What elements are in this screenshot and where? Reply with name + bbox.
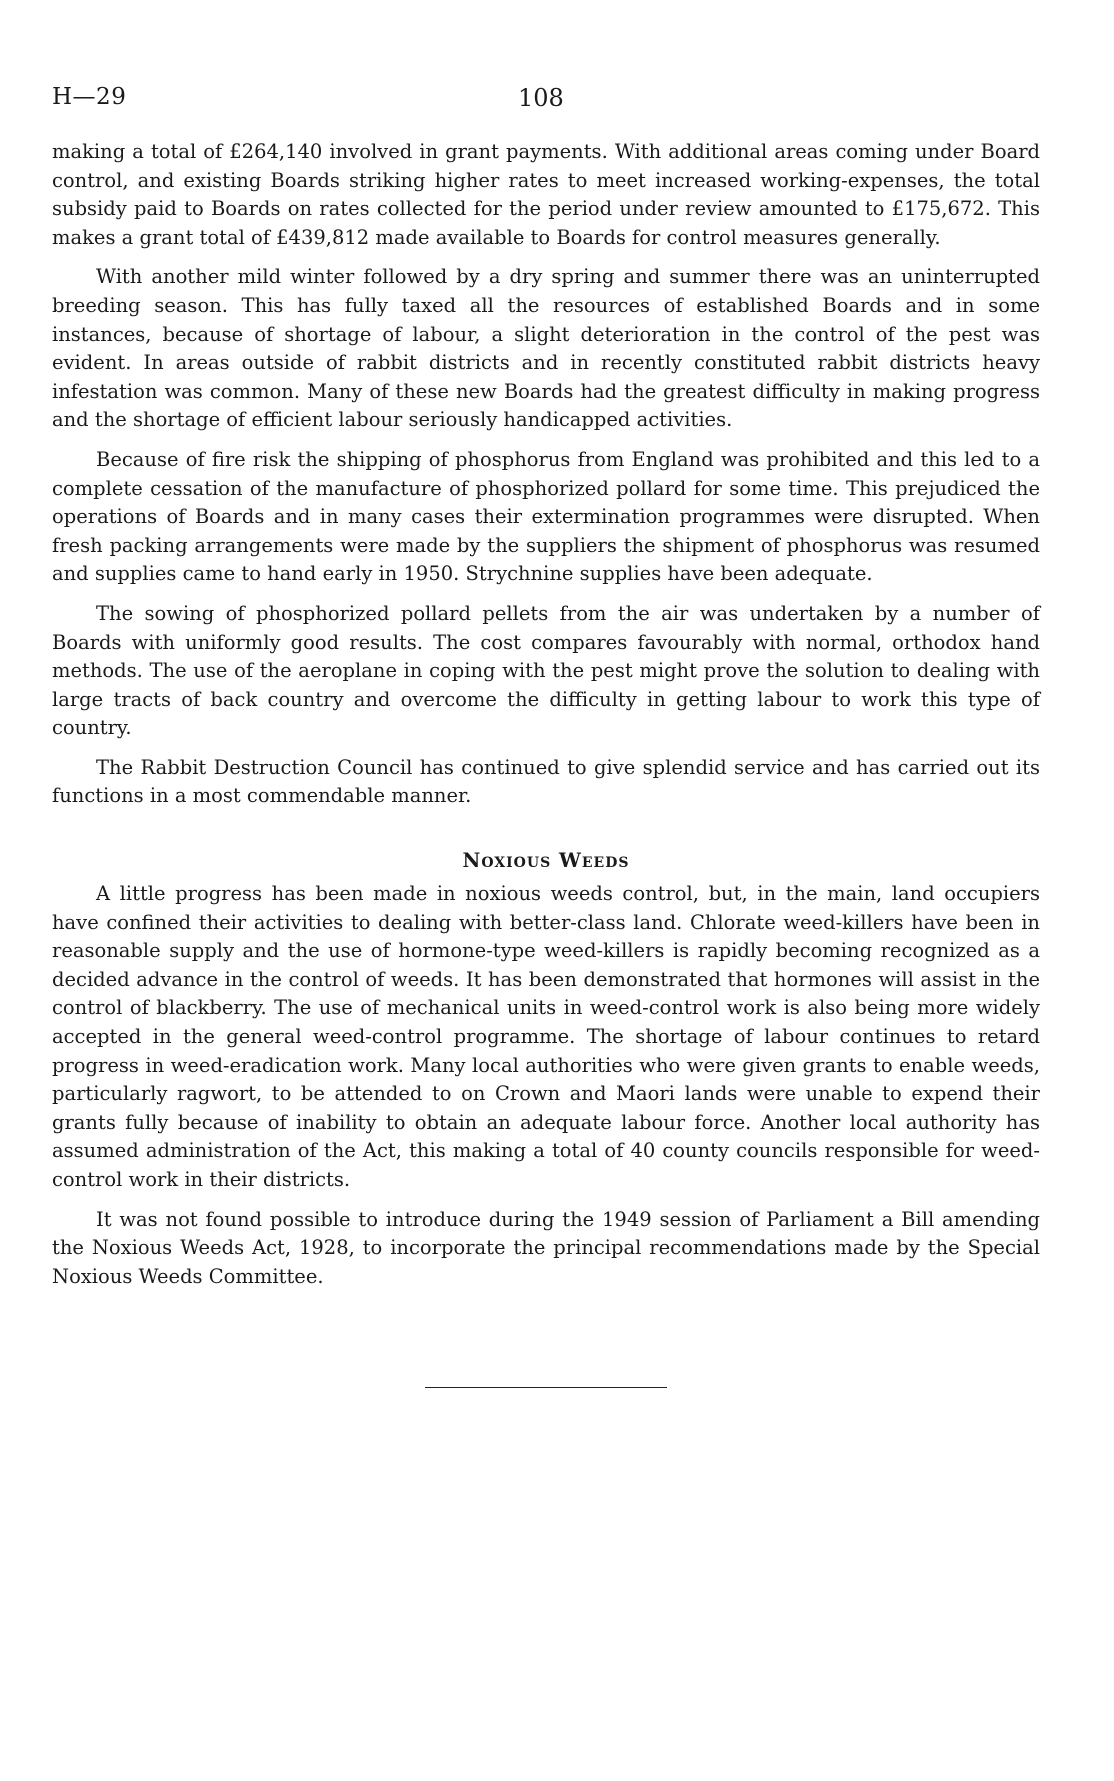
paragraph-rabbit-council: The Rabbit Destruction Council has continued to give splendid service and has carried out its functions in a most commendable manner. — [52, 755, 1040, 808]
body-text — [52, 138, 1040, 1291]
paragraph-grant-payments: making a total of £264,140 involved in grant payments. With additional areas coming under Board control, and existing Boards striking higher rates to meet increased working-expenses, the total subsidy paid to Boards on rates collected for the period under review amounted to £175,672. This makes a grant total of £439,812 made available to Boards for control measures generally. — [52, 140, 1040, 249]
paragraph-breeding-season: With another mild winter followed by a dry spring and summer there was an uninterrupted breeding season. This has fully taxed all the resources of established Boards and in some instances, because of shortage of labour, a slight deterioration in the control of the pest was evident. In areas outside of rabbit districts and in recently constituted rabbit districts heavy infestation was common. Many of these new Boards had the greatest difficulty in making progress and the shortage of efficient labour seriously handicapped activities. — [52, 265, 1040, 432]
page-number: 108 — [518, 84, 564, 112]
document-page — [52, 84, 1040, 1388]
paragraph-phosphorus-shipping: Because of fire risk the shipping of phosphorus from England was prohibited and this led to a complete cessation of the manufacture of phosphorized pollard for some time. This prejudiced the operations of Boards and in many cases their extermination programmes were disrupted. When fresh packing arrangements were made by the suppliers the shipment of phosphorus was resumed and supplies came to hand early in 1950. Strychnine supplies have been adequate. — [52, 447, 1040, 586]
section-heading-noxious-weeds: Noxious Weeds — [462, 849, 630, 873]
end-rule — [425, 1387, 667, 1388]
paragraph-weeds-bill: It was not found possible to introduce during the 1949 session of Parliament a Bill amending the Noxious Weeds Act, 1928, to incorporate the principal recommendations made by the Special Noxious Weeds Committee. — [52, 1207, 1040, 1288]
paragraph-aerial-sowing: The sowing of phosphorized pollard pellets from the air was undertaken by a number of Boards with uniformly good results. The cost compares favourably with normal, orthodox hand methods. The use of the aeroplane in coping with the pest might prove the solution to dealing with large tracts of back country and overcome the difficulty in getting labour to work this type of country. — [52, 601, 1040, 740]
paragraph-weeds-control: A little progress has been made in noxious weeds control, but, in the main, land occupiers have confined their activities to dealing with better-class land. Chlorate weed-killers have been in reasonable supply and the use of hormone-type weed-killers is rapidly becoming recognized as a decided advance in the control of weeds. It has been demonstrated that hormones will assist in the control of blackberry. The use of mechanical units in weed-control work is also being more widely accepted in the general weed-control programme. The shortage of labour continues to retard progress in weed-eradication work. Many local authorities who were given grants to enable weeds, particularly ragwort, to be attended to on Crown and Maori lands were unable to expend their grants fully because of inability to obtain an adequate labour force. Another local authority has assumed administration of the Act, this making a total of 40 county councils responsible for weed-control work in their districts. — [52, 882, 1040, 1191]
document-reference: H—29 — [52, 84, 127, 110]
page-header — [52, 84, 1040, 124]
